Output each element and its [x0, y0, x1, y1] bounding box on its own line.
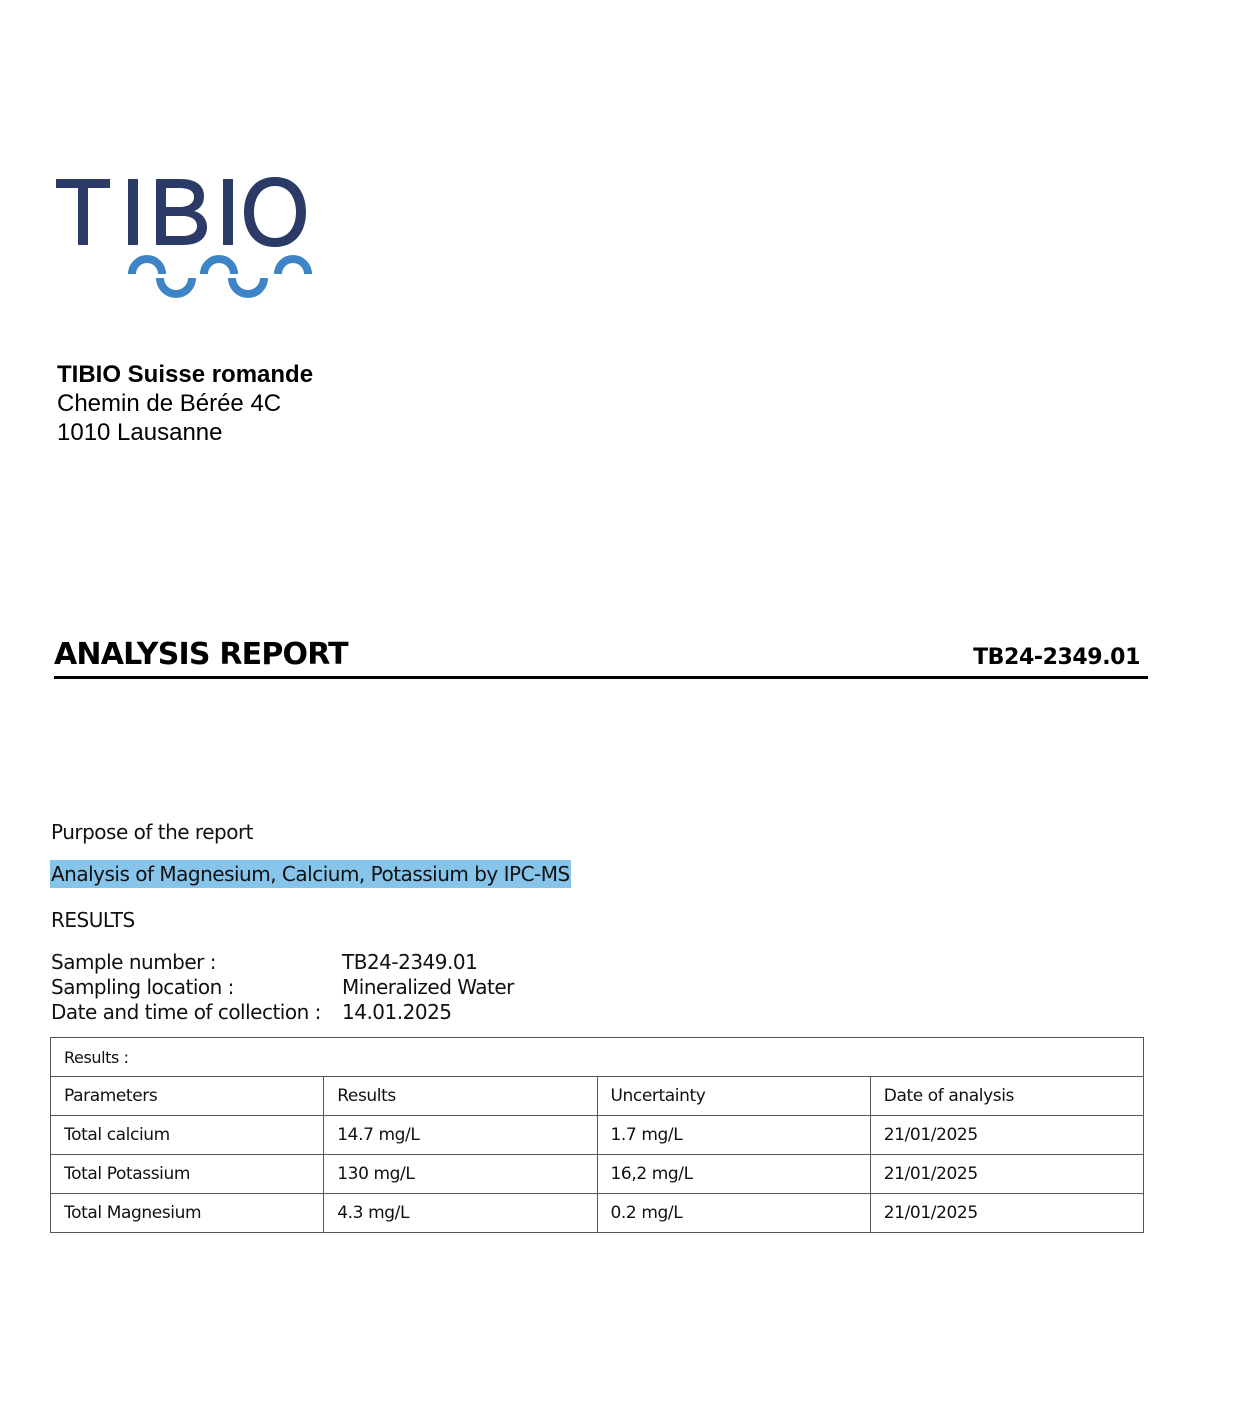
street-address: Chemin de Bérée 4C: [57, 390, 282, 417]
logo-wordmark: [56, 176, 316, 248]
sampling-location-label: Sampling location :: [51, 975, 234, 999]
table-row: [51, 1155, 1144, 1194]
report-header: [54, 636, 1148, 679]
sample-number-label: Sample number :: [51, 950, 216, 974]
report-title: ANALYSIS REPORT: [54, 637, 348, 672]
result-cell: 130 mg/L: [324, 1155, 597, 1194]
city-address: 1010 Lausanne: [57, 419, 223, 446]
results-table: [50, 1037, 1144, 1233]
analysis-date-cell: 21/01/2025: [870, 1155, 1143, 1194]
sample-number-row: [51, 950, 611, 975]
tibio-logo: [56, 176, 316, 316]
uncertainty-cell: 0.2 mg/L: [597, 1194, 870, 1233]
result-cell: 4.3 mg/L: [324, 1194, 597, 1233]
organization-name: TIBIO Suisse romande: [57, 361, 314, 388]
collection-date-label: Date and time of collection :: [51, 1000, 321, 1024]
collection-date-row: [51, 1000, 611, 1025]
sampling-location-row: [51, 975, 611, 1000]
table-caption-row: [51, 1038, 1144, 1077]
uncertainty-cell: 1.7 mg/L: [597, 1116, 870, 1155]
table-row: [51, 1116, 1144, 1155]
purpose-label: Purpose of the report: [51, 820, 254, 844]
header-date-of-analysis: Date of analysis: [870, 1077, 1143, 1116]
table-caption: Results :: [51, 1038, 1144, 1077]
purpose-value: Analysis of Magnesium, Calcium, Potassium by IPC-MS: [51, 862, 570, 886]
logo-waves-icon: [56, 254, 316, 314]
parameter-cell: Total Magnesium: [51, 1194, 324, 1233]
table-header-row: [51, 1077, 1144, 1116]
table-row: [51, 1194, 1144, 1233]
collection-date-value: 14.01.2025: [342, 1000, 452, 1024]
sample-info: [51, 950, 611, 1025]
lab-address: [57, 360, 313, 447]
header-results: Results: [324, 1077, 597, 1116]
uncertainty-cell: 16,2 mg/L: [597, 1155, 870, 1194]
analysis-date-cell: 21/01/2025: [870, 1194, 1143, 1233]
report-number: TB24-2349.01: [973, 645, 1140, 670]
results-heading: RESULTS: [51, 908, 135, 932]
sample-number-value: TB24-2349.01: [342, 950, 478, 974]
parameter-cell: Total calcium: [51, 1116, 324, 1155]
analysis-date-cell: 21/01/2025: [870, 1116, 1143, 1155]
result-cell: 14.7 mg/L: [324, 1116, 597, 1155]
header-uncertainty: Uncertainty: [597, 1077, 870, 1116]
header-parameters: Parameters: [51, 1077, 324, 1116]
sampling-location-value: Mineralized Water: [342, 975, 514, 999]
parameter-cell: Total Potassium: [51, 1155, 324, 1194]
